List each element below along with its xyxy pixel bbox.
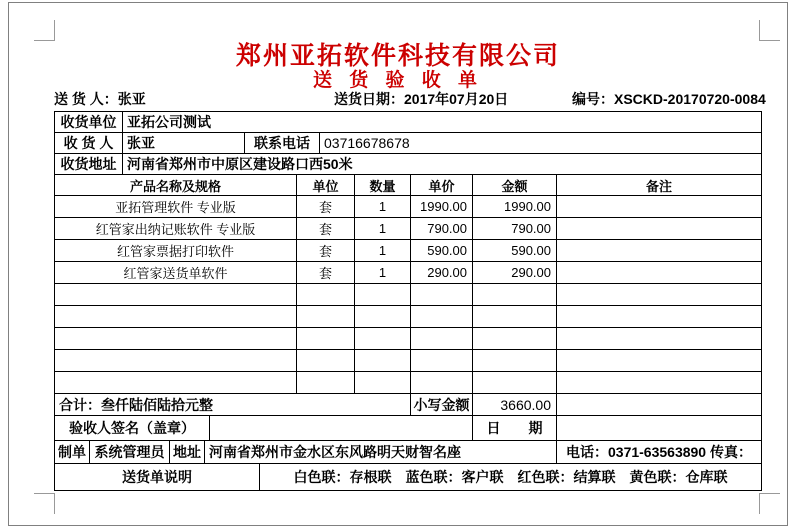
empty-cell bbox=[557, 306, 762, 328]
empty-cell bbox=[55, 328, 297, 350]
empty-cell bbox=[355, 306, 411, 328]
product-qty: 1 bbox=[355, 240, 411, 262]
empty-cell bbox=[473, 328, 557, 350]
products-table bbox=[54, 174, 762, 394]
maker-value: 系统管理员 bbox=[90, 441, 170, 464]
document-number-value: XSCKD-20170720-0084 bbox=[614, 91, 766, 107]
empty-cell bbox=[355, 284, 411, 306]
delivery-form bbox=[54, 111, 761, 491]
empty-cell bbox=[297, 350, 355, 372]
empty-cell bbox=[557, 372, 762, 394]
totals-row bbox=[55, 394, 762, 416]
product-price: 790.00 bbox=[411, 218, 473, 240]
product-amount: 590.00 bbox=[473, 240, 557, 262]
product-row bbox=[55, 196, 762, 218]
empty-cell bbox=[557, 284, 762, 306]
product-note bbox=[557, 262, 762, 284]
sign-value-empty bbox=[210, 416, 473, 441]
maker-label: 制单 bbox=[55, 441, 90, 464]
recipient-unit-value: 亚拓公司测试 bbox=[123, 112, 762, 133]
product-name: 红管家票据打印软件 bbox=[55, 240, 297, 262]
delivery-date-value: 2017年07月20日 bbox=[404, 91, 509, 107]
table-row bbox=[55, 154, 762, 175]
product-price: 290.00 bbox=[411, 262, 473, 284]
product-qty: 1 bbox=[355, 196, 411, 218]
document-number bbox=[572, 89, 766, 109]
note-label: 送货单说明 bbox=[55, 464, 260, 491]
deliverer bbox=[54, 89, 146, 109]
product-unit: 套 bbox=[297, 218, 355, 240]
recipient-table bbox=[54, 111, 762, 175]
crop-mark-bottom-right-icon bbox=[759, 493, 780, 514]
amount-figure-value: 3660.00 bbox=[473, 394, 557, 416]
empty-cell bbox=[557, 350, 762, 372]
product-price: 590.00 bbox=[411, 240, 473, 262]
empty-product-row bbox=[55, 328, 762, 350]
empty-product-row bbox=[55, 372, 762, 394]
empty-cell bbox=[411, 372, 473, 394]
empty-product-row bbox=[55, 306, 762, 328]
maker-address-value: 河南省郑州市金水区东风路明天财智名座 bbox=[205, 441, 557, 464]
product-note bbox=[557, 196, 762, 218]
recipient-person-value: 张亚 bbox=[123, 133, 245, 154]
product-qty: 1 bbox=[355, 262, 411, 284]
col-header-unit: 单位 bbox=[297, 175, 355, 196]
empty-cell bbox=[55, 306, 297, 328]
sign-label: 验收人签名（盖章） bbox=[55, 416, 210, 441]
acceptance-row bbox=[55, 416, 762, 441]
product-name: 亚拓管理软件 专业版 bbox=[55, 196, 297, 218]
maker-row bbox=[55, 441, 762, 464]
recipient-person-label: 收 货 人 bbox=[55, 133, 123, 154]
deliverer-label: 送 货 人： bbox=[54, 91, 118, 107]
contact-phone-value: 03716678678 bbox=[320, 133, 762, 154]
product-amount: 1990.00 bbox=[473, 196, 557, 218]
document-page bbox=[8, 2, 788, 526]
product-amount: 290.00 bbox=[473, 262, 557, 284]
maker-table bbox=[54, 440, 762, 464]
product-row bbox=[55, 262, 762, 284]
products-header-row bbox=[55, 175, 762, 196]
empty-product-row bbox=[55, 284, 762, 306]
totals-table bbox=[54, 393, 762, 416]
empty-cell bbox=[411, 284, 473, 306]
empty-cell bbox=[411, 350, 473, 372]
empty-product-row bbox=[55, 350, 762, 372]
empty-cell bbox=[297, 306, 355, 328]
total-in-words: 合计：叁仟陆佰陆拾元整 bbox=[55, 394, 411, 416]
empty-cell bbox=[297, 284, 355, 306]
crop-mark-bottom-left-icon bbox=[34, 493, 55, 514]
empty-cell bbox=[473, 306, 557, 328]
table-row bbox=[55, 133, 762, 154]
empty-cell bbox=[297, 372, 355, 394]
date-label: 日 期 bbox=[473, 416, 557, 441]
recipient-address-label: 收货地址 bbox=[55, 154, 123, 175]
amount-figure-label: 小写金额 bbox=[411, 394, 473, 416]
empty-cell bbox=[411, 306, 473, 328]
col-header-qty: 数量 bbox=[355, 175, 411, 196]
delivery-date bbox=[334, 89, 508, 109]
empty-cell bbox=[297, 328, 355, 350]
empty-cell bbox=[473, 350, 557, 372]
recipient-address-value: 河南省郑州市中原区建设路口西50米 bbox=[123, 154, 762, 175]
date-value-empty bbox=[557, 416, 762, 441]
product-unit: 套 bbox=[297, 196, 355, 218]
company-name: 郑州亚拓软件科技有限公司 bbox=[235, 42, 560, 70]
product-name: 红管家出纳记账软件 专业版 bbox=[55, 218, 297, 240]
col-header-price: 单价 bbox=[411, 175, 473, 196]
empty-cell bbox=[557, 328, 762, 350]
acceptance-table bbox=[54, 415, 762, 441]
empty-cell bbox=[55, 284, 297, 306]
footer-table bbox=[54, 463, 762, 491]
col-header-amount: 金额 bbox=[473, 175, 557, 196]
product-qty: 1 bbox=[355, 218, 411, 240]
empty-cell bbox=[557, 394, 762, 416]
maker-phone-fax: 电话：0371-63563890 传真： bbox=[557, 441, 762, 464]
form-title: 送 货 验 收 单 bbox=[312, 70, 484, 91]
deliverer-value: 张亚 bbox=[117, 91, 146, 107]
col-header-note: 备注 bbox=[557, 175, 762, 196]
footer-row bbox=[55, 464, 762, 491]
meta-line bbox=[9, 89, 794, 107]
empty-cell bbox=[55, 350, 297, 372]
product-row bbox=[55, 240, 762, 262]
empty-cell bbox=[473, 372, 557, 394]
product-unit: 套 bbox=[297, 240, 355, 262]
empty-cell bbox=[473, 284, 557, 306]
product-note bbox=[557, 218, 762, 240]
copies-legend: 白色联：存根联 蓝色联：客户联 红色联：结算联 黄色联：仓库联 bbox=[260, 464, 762, 491]
product-amount: 790.00 bbox=[473, 218, 557, 240]
document-number-label: 编号： bbox=[572, 91, 614, 107]
product-name: 红管家送货单软件 bbox=[55, 262, 297, 284]
product-row bbox=[55, 218, 762, 240]
product-note bbox=[557, 240, 762, 262]
empty-cell bbox=[355, 372, 411, 394]
contact-phone-label: 联系电话 bbox=[245, 133, 320, 154]
empty-cell bbox=[355, 328, 411, 350]
empty-cell bbox=[55, 372, 297, 394]
recipient-unit-label: 收货单位 bbox=[55, 112, 123, 133]
delivery-date-label: 送货日期： bbox=[334, 91, 404, 107]
empty-cell bbox=[411, 328, 473, 350]
col-header-product: 产品名称及规格 bbox=[55, 175, 297, 196]
product-price: 1990.00 bbox=[411, 196, 473, 218]
empty-cell bbox=[355, 350, 411, 372]
maker-address-label: 地址 bbox=[170, 441, 205, 464]
product-unit: 套 bbox=[297, 262, 355, 284]
table-row bbox=[55, 112, 762, 133]
